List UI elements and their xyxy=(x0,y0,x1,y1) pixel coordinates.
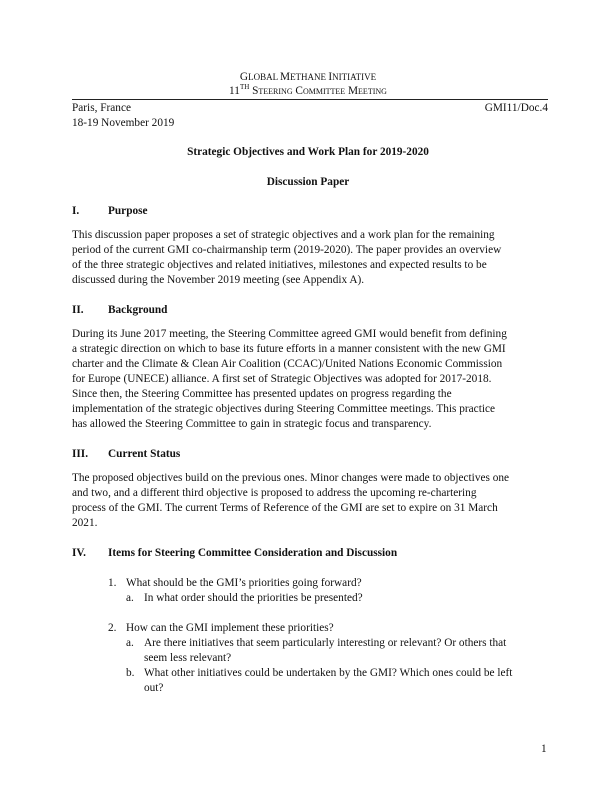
question-1a-text: In what order should the priorities be presented? xyxy=(144,592,363,604)
section-heading-items: IV. Items for Steering Committee Consideration and Discussion xyxy=(72,547,398,559)
question-1-text: What should be the GMI’s priorities going forward? xyxy=(126,577,362,589)
text-line: and two, and a different third objective is proposed to address the upcoming re-chartering xyxy=(72,487,477,499)
question-1a-number: a. xyxy=(126,592,134,604)
question-2-number: 2. xyxy=(108,622,117,634)
header-org-name: GLOBAL METHANE INITIATIVE xyxy=(239,71,377,83)
text-line: has allowed the Steering Committee to gain in strategic focus and transparency. xyxy=(72,418,432,430)
text-line: During its June 2017 meeting, the Steering Committee agreed GMI would benefit from defining xyxy=(72,328,507,340)
question-2a-text-line-1: Are there initiatives that seem particularly interesting or relevant? Or others that xyxy=(144,637,507,649)
section-heading-current-status: III. Current Status xyxy=(72,448,181,460)
question-2a-text-line-2: seem less relevant? xyxy=(144,652,232,664)
meeting-dates: 18-19 November 2019 xyxy=(72,117,175,129)
text-line: a strategic direction on which to base its future efforts in a manner consistent with the new GMI xyxy=(72,343,506,355)
section-body-purpose xyxy=(72,228,548,288)
section-body-current-status xyxy=(72,471,548,531)
document-subtitle: Discussion Paper xyxy=(266,176,350,188)
question-1-number: 1. xyxy=(108,577,117,589)
text-line: period of the current GMI co-chairmanship term (2019-2020). The paper provides an overview xyxy=(72,244,502,256)
question-2b-text-line-1: What other initiatives could be undertaken by the GMI? Which ones could be left xyxy=(144,667,513,679)
text-line: of the three strategic objectives and related initiatives, milestones and expected results to be xyxy=(72,259,487,271)
page-number: 1 xyxy=(541,743,547,755)
text-line: discussed during the November 2019 meeting (see Appendix A). xyxy=(72,274,365,286)
text-line: The proposed objectives build on the previous ones. Minor changes were made to objectives one xyxy=(72,472,510,484)
header-divider xyxy=(72,99,548,100)
text-line: charter and the Climate & Clean Air Coalition (CCAC)/United Nations Economic Commission xyxy=(72,358,503,370)
text-line: process of the GMI. The current Terms of Reference of the GMI are set to expire on 31 March xyxy=(72,502,498,514)
section-heading-purpose: I. Purpose xyxy=(72,205,148,217)
question-2b-text-line-2: out? xyxy=(144,682,164,694)
text-line: implementation of the strategic objectives during Steering Committee meetings. This practice xyxy=(72,403,495,415)
meeting-location: Paris, France xyxy=(72,102,131,114)
question-2-text: How can the GMI implement these priorities? xyxy=(126,622,334,634)
text-line: 2021. xyxy=(72,517,98,529)
text-line: This discussion paper proposes a set of strategic objectives and a work plan for the remaining xyxy=(72,229,495,241)
text-line: Since then, the Steering Committee has presented updates on progress regarding the xyxy=(72,388,452,400)
document-id: GMI11/Doc.4 xyxy=(484,102,548,114)
header-meeting-title: 11TH Steering Committee Meeting xyxy=(229,83,387,97)
text-line: for Europe (UNECE) alliance. A first set of Strategic Objectives was adopted for 2017-2018. xyxy=(72,373,492,385)
document-title: Strategic Objectives and Work Plan for 2019-2020 xyxy=(187,146,429,158)
question-2b-number: b. xyxy=(126,667,135,679)
section-body-background xyxy=(72,327,548,432)
question-2a-number: a. xyxy=(126,637,134,649)
section-heading-background: II. Background xyxy=(72,304,168,316)
